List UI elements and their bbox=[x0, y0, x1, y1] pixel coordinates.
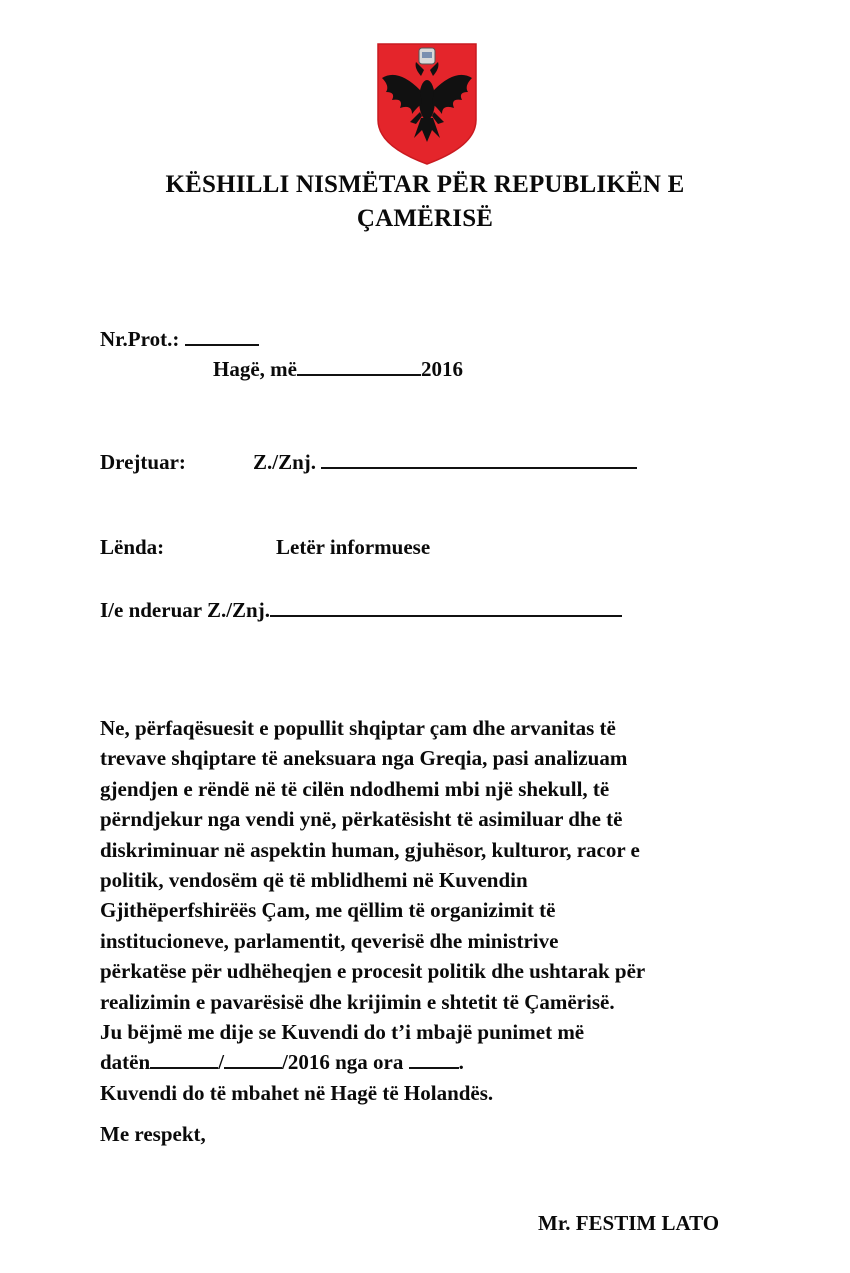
hour-blank bbox=[409, 1049, 459, 1069]
addressee-blank bbox=[321, 449, 637, 469]
body-line: përndjekur nga vendi ynë, përkatësisht të asimiluar dhe të bbox=[100, 807, 623, 832]
letter-body bbox=[100, 713, 800, 1108]
addressee-label: Drejtuar: bbox=[100, 450, 186, 474]
addressee-title: Z./Znj. bbox=[253, 450, 317, 474]
signature: Mr. FESTIM LATO bbox=[538, 1211, 720, 1235]
protocol-label: Nr.Prot.: bbox=[100, 327, 180, 351]
body-line: gjendjen e rëndë në të cilën ndodhemi mbi një shekull, të bbox=[100, 776, 610, 801]
date-prefix: datën bbox=[100, 1050, 151, 1075]
body-line: Ne, përfaqësuesit e popullit shqiptar çam dhe arvanitas të bbox=[100, 716, 616, 740]
protocol-number-blank bbox=[185, 326, 259, 346]
date-blank bbox=[297, 356, 421, 376]
month-blank bbox=[224, 1049, 282, 1069]
date-year-hour: /2016 nga ora bbox=[282, 1050, 404, 1075]
body-line: diskriminuar në aspektin human, gjuhësor, kulturor, racor e bbox=[100, 837, 640, 862]
body-line: trevave shqiptare të aneksuara nga Greqia, pasi analizuam bbox=[100, 746, 628, 771]
title-line-1: KËSHILLI NISMËTAR PËR REPUBLIKËN E bbox=[165, 171, 685, 198]
salutation-line bbox=[100, 597, 622, 623]
title-line-2: ÇAMËRISË bbox=[356, 205, 494, 232]
place-date-prefix: Hagë, më bbox=[213, 357, 297, 381]
subject-label: Lënda: bbox=[100, 535, 165, 559]
body-line: Ju bëjmë me dije se Kuvendi do t’i mbajë punimet më bbox=[100, 1020, 585, 1045]
document-title bbox=[60, 168, 790, 236]
date-end: . bbox=[458, 1050, 464, 1075]
closing: Me respekt, bbox=[100, 1122, 206, 1146]
body-line: institucioneve, parlamentit, qeverisë dhe ministrive bbox=[100, 928, 559, 953]
body-line: Gjithëperfshirëës Çam, me qëllim të organizimit të bbox=[100, 898, 556, 923]
salutation-text: I/e nderuar Z./Znj. bbox=[100, 598, 270, 622]
addressee-line bbox=[253, 449, 637, 475]
place-date-line bbox=[213, 356, 463, 382]
body-line: përkatëse për udhëheqjen e procesit politik dhe ushtarak për bbox=[100, 959, 646, 984]
place-date-year: 2016 bbox=[420, 357, 463, 381]
coat-of-arms-icon bbox=[376, 42, 478, 166]
day-blank bbox=[150, 1049, 218, 1069]
protocol-line bbox=[100, 326, 259, 352]
salutation-blank bbox=[270, 597, 622, 617]
subject-value: Letër informuese bbox=[276, 535, 431, 559]
date-separator: / bbox=[218, 1050, 225, 1075]
body-line: realizimin e pavarësisë dhe krijimin e shtetit të Çamërisë. bbox=[100, 989, 615, 1014]
meeting-date-line bbox=[100, 1047, 800, 1077]
body-last-line: Kuvendi do të mbahet në Hagë të Holandës. bbox=[100, 1080, 494, 1105]
body-line: politik, vendosëm që të mblidhemi në Kuvendin bbox=[100, 868, 528, 893]
